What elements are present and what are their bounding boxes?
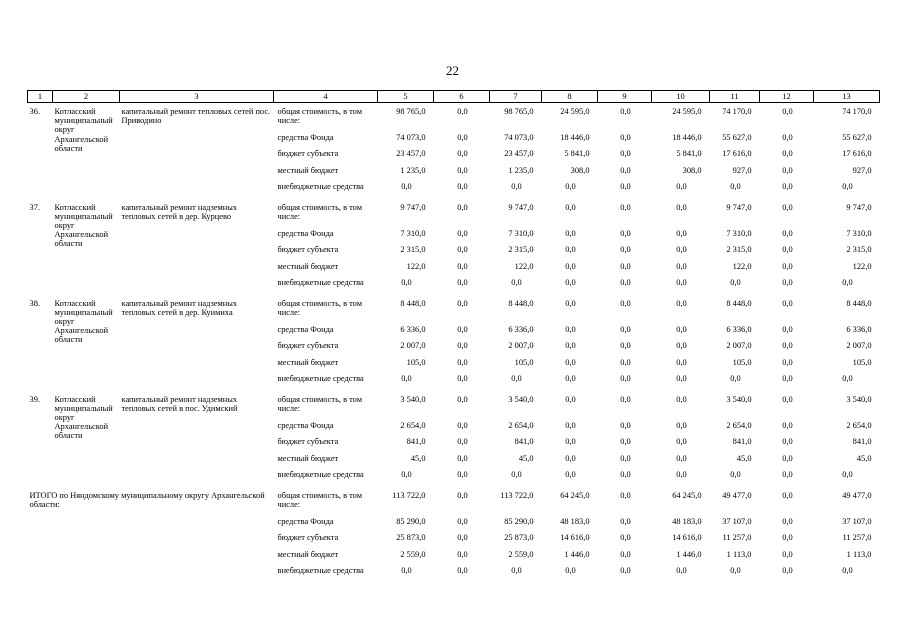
value-cell: 0,0 <box>676 566 687 575</box>
table-row <box>28 199 880 229</box>
value-cell: 2 654,0 <box>400 420 426 430</box>
total-caption: ИТОГО по Няндомскому муниципальному округу Архангельской области: <box>29 490 265 509</box>
value-cell: 0,0 <box>457 470 468 479</box>
value-cell: 9 747,0 <box>400 202 426 212</box>
header-cell: 3 <box>120 91 274 103</box>
value-cell: 0,0 <box>457 341 468 350</box>
value-cell: 11 257,0 <box>722 533 752 542</box>
value-cell: 85 290,0 <box>396 516 426 526</box>
item-number: 38. <box>29 298 40 308</box>
value-cell: 0,0 <box>457 182 468 191</box>
value-cell: 0,0 <box>620 533 631 542</box>
value-cell: 0,0 <box>457 394 468 404</box>
value-cell: 49 477,0 <box>842 490 872 500</box>
value-cell: 74 170,0 <box>722 107 752 116</box>
value-cell: 1 235,0 <box>508 165 534 175</box>
value-cell: 0,0 <box>565 228 576 238</box>
value-cell: 0,0 <box>620 298 631 308</box>
value-cell: 0,0 <box>620 374 631 383</box>
funding-source-label: средства Фонда <box>277 420 334 430</box>
funding-source-label: бюджет субъекта <box>277 533 339 542</box>
value-cell: 0,0 <box>401 182 412 191</box>
funding-source-label: местный бюджет <box>277 549 339 559</box>
value-cell: 122,0 <box>732 261 752 271</box>
value-cell: 45,0 <box>518 453 534 463</box>
value-cell: 0,0 <box>511 182 522 191</box>
value-cell: 0,0 <box>565 182 576 191</box>
value-cell: 0,0 <box>676 261 687 271</box>
value-cell: 0,0 <box>782 394 793 404</box>
value-cell: 1 235,0 <box>400 165 426 175</box>
value-cell: 0,0 <box>620 516 631 526</box>
value-cell: 0,0 <box>676 437 687 446</box>
value-cell: 6 336,0 <box>400 324 426 334</box>
header-cell: 8 <box>542 91 598 103</box>
funding-source-label: внебюджетные средства <box>277 566 364 575</box>
value-cell: 49 477,0 <box>722 490 752 500</box>
value-cell: 0,0 <box>620 470 631 479</box>
value-cell: 0,0 <box>782 182 793 191</box>
value-cell: 2 007,0 <box>846 341 872 350</box>
value-cell: 6 336,0 <box>726 324 752 334</box>
value-cell: 48 183,0 <box>672 516 702 526</box>
value-cell: 64 245,0 <box>560 490 590 500</box>
value-cell: 11 257,0 <box>842 533 872 542</box>
value-cell: 0,0 <box>511 470 522 479</box>
value-cell: 0,0 <box>730 566 741 575</box>
value-cell: 0,0 <box>565 374 576 383</box>
value-cell: 0,0 <box>782 278 793 287</box>
value-cell: 6 336,0 <box>846 324 872 334</box>
value-cell: 2 315,0 <box>508 245 534 254</box>
value-cell: 0,0 <box>842 374 853 383</box>
value-cell: 17 616,0 <box>842 149 872 158</box>
value-cell: 9 747,0 <box>508 202 534 212</box>
value-cell: 3 540,0 <box>400 394 426 404</box>
value-cell: 37 107,0 <box>722 516 752 526</box>
funding-source-label: бюджет субъекта <box>277 341 339 350</box>
value-cell: 841,0 <box>406 437 426 446</box>
value-cell: 308,0 <box>570 165 590 175</box>
value-cell: 0,0 <box>457 245 468 254</box>
funding-source-label: внебюджетные средства <box>277 182 364 191</box>
municipality-name: Котласский муниципальный округ Архангельской области <box>54 107 113 153</box>
total-row <box>28 487 880 517</box>
value-cell: 0,0 <box>620 182 631 191</box>
funding-source-label: общая стоимость, в том числе: <box>277 202 363 221</box>
funding-source-label: местный бюджет <box>277 261 339 271</box>
value-cell: 0,0 <box>782 566 793 575</box>
header-cell: 7 <box>490 91 542 103</box>
value-cell: 1 446,0 <box>676 549 702 559</box>
value-cell: 841,0 <box>514 437 534 446</box>
value-cell: 24 595,0 <box>672 107 702 116</box>
value-cell: 0,0 <box>782 357 793 367</box>
value-cell: 0,0 <box>457 165 468 175</box>
value-cell: 0,0 <box>620 324 631 334</box>
value-cell: 0,0 <box>457 298 468 308</box>
value-cell: 0,0 <box>730 374 741 383</box>
value-cell: 98 765,0 <box>504 107 534 116</box>
value-cell: 64 245,0 <box>672 490 702 500</box>
value-cell: 23 457,0 <box>504 149 534 158</box>
value-cell: 17 616,0 <box>722 149 752 158</box>
value-cell: 0,0 <box>457 516 468 526</box>
value-cell: 9 747,0 <box>846 202 872 212</box>
value-cell: 0,0 <box>782 420 793 430</box>
value-cell: 0,0 <box>457 437 468 446</box>
value-cell: 48 183,0 <box>560 516 590 526</box>
value-cell: 0,0 <box>676 324 687 334</box>
funding-source-label: внебюджетные средства <box>277 470 364 479</box>
funding-source-label: бюджет субъекта <box>277 245 339 254</box>
value-cell: 0,0 <box>730 182 741 191</box>
funding-source-label: средства Фонда <box>277 324 334 334</box>
value-cell: 0,0 <box>842 182 853 191</box>
value-cell: 113 722,0 <box>500 490 534 500</box>
value-cell: 0,0 <box>511 278 522 287</box>
value-cell: 0,0 <box>676 202 687 212</box>
value-cell: 0,0 <box>457 228 468 238</box>
value-cell: 0,0 <box>620 357 631 367</box>
value-cell: 0,0 <box>565 341 576 350</box>
value-cell: 45,0 <box>736 453 752 463</box>
value-cell: 0,0 <box>620 566 631 575</box>
value-cell: 841,0 <box>732 437 752 446</box>
value-cell: 55 627,0 <box>722 132 752 142</box>
value-cell: 113 722,0 <box>392 490 426 500</box>
object-description: капитальный ремонт надземных тепловых сетей в дер. Курцево <box>121 202 238 221</box>
table-row <box>28 295 880 325</box>
object-description: капитальный ремонт надземных тепловых сетей в пос. Удимский <box>121 394 238 413</box>
value-cell: 0,0 <box>620 341 631 350</box>
value-cell: 105,0 <box>514 357 534 367</box>
value-cell: 0,0 <box>782 470 793 479</box>
value-cell: 0,0 <box>782 437 793 446</box>
value-cell: 105,0 <box>406 357 426 367</box>
value-cell: 0,0 <box>620 165 631 175</box>
value-cell: 0,0 <box>457 533 468 542</box>
value-cell: 0,0 <box>511 566 522 575</box>
value-cell: 0,0 <box>782 516 793 526</box>
header-cell: 5 <box>378 91 434 103</box>
value-cell: 0,0 <box>620 228 631 238</box>
header-cell: 11 <box>710 91 760 103</box>
funding-source-label: общая стоимость, в том числе: <box>277 394 363 413</box>
value-cell: 8 448,0 <box>400 298 426 308</box>
value-cell: 0,0 <box>620 202 631 212</box>
value-cell: 25 873,0 <box>504 533 534 542</box>
value-cell: 1 113,0 <box>726 549 752 559</box>
value-cell: 0,0 <box>565 261 576 271</box>
value-cell: 0,0 <box>457 549 468 559</box>
value-cell: 18 446,0 <box>560 132 590 142</box>
value-cell: 0,0 <box>457 374 468 383</box>
value-cell: 74 170,0 <box>842 107 872 116</box>
value-cell: 0,0 <box>457 261 468 271</box>
value-cell: 0,0 <box>620 420 631 430</box>
funding-source-label: общая стоимость, в том числе: <box>277 107 363 126</box>
value-cell: 0,0 <box>676 453 687 463</box>
value-cell: 0,0 <box>676 357 687 367</box>
value-cell: 8 448,0 <box>726 298 752 308</box>
value-cell: 6 336,0 <box>508 324 534 334</box>
value-cell: 0,0 <box>401 374 412 383</box>
value-cell: 2 315,0 <box>726 245 752 254</box>
value-cell: 14 616,0 <box>560 533 590 542</box>
value-cell: 1 113,0 <box>846 549 872 559</box>
value-cell: 2 559,0 <box>400 549 426 559</box>
value-cell: 0,0 <box>620 453 631 463</box>
funding-source-label: бюджет субъекта <box>277 437 339 446</box>
value-cell: 5 841,0 <box>564 149 590 158</box>
item-number: 39. <box>29 394 40 404</box>
value-cell: 0,0 <box>565 298 576 308</box>
value-cell: 0,0 <box>782 245 793 254</box>
funding-source-label: общая стоимость, в том числе: <box>277 298 363 317</box>
value-cell: 0,0 <box>565 437 576 446</box>
value-cell: 7 310,0 <box>508 228 534 238</box>
value-cell: 122,0 <box>514 261 534 271</box>
value-cell: 0,0 <box>565 470 576 479</box>
value-cell: 7 310,0 <box>846 228 872 238</box>
header-cell: 6 <box>434 91 490 103</box>
value-cell: 0,0 <box>565 278 576 287</box>
value-cell: 0,0 <box>782 149 793 158</box>
header-cell: 1 <box>28 91 53 103</box>
value-cell: 2 007,0 <box>508 341 534 350</box>
value-cell: 0,0 <box>782 165 793 175</box>
value-cell: 0,0 <box>782 490 793 500</box>
object-description: капитальный ремонт надземных тепловых сетей в дер. Куимиха <box>121 298 238 317</box>
value-cell: 0,0 <box>457 202 468 212</box>
object-description: капитальный ремонт тепловых сетей пос. Приводино <box>121 107 271 126</box>
value-cell: 0,0 <box>565 394 576 404</box>
value-cell: 0,0 <box>565 453 576 463</box>
value-cell: 105,0 <box>732 357 752 367</box>
value-cell: 1 446,0 <box>564 549 590 559</box>
value-cell: 0,0 <box>620 437 631 446</box>
value-cell: 841,0 <box>852 437 872 446</box>
value-cell: 9 747,0 <box>726 202 752 212</box>
value-cell: 0,0 <box>457 566 468 575</box>
value-cell: 0,0 <box>842 566 853 575</box>
header-cell: 9 <box>598 91 652 103</box>
column-number-header <box>28 91 880 103</box>
funding-source-label: местный бюджет <box>277 453 339 463</box>
value-cell: 0,0 <box>457 149 468 158</box>
value-cell: 0,0 <box>676 228 687 238</box>
value-cell: 0,0 <box>782 341 793 350</box>
value-cell: 2 654,0 <box>508 420 534 430</box>
value-cell: 927,0 <box>732 165 752 175</box>
value-cell: 14 616,0 <box>672 533 702 542</box>
value-cell: 0,0 <box>401 470 412 479</box>
header-cell: 13 <box>814 91 880 103</box>
table-row <box>28 391 880 421</box>
value-cell: 0,0 <box>457 278 468 287</box>
value-cell: 25 873,0 <box>396 533 426 542</box>
funding-source-label: местный бюджет <box>277 165 339 175</box>
value-cell: 0,0 <box>782 549 793 559</box>
value-cell: 2 007,0 <box>400 341 426 350</box>
value-cell: 0,0 <box>457 324 468 334</box>
value-cell: 0,0 <box>620 278 631 287</box>
value-cell: 74 073,0 <box>396 132 426 142</box>
value-cell: 105,0 <box>852 357 872 367</box>
value-cell: 0,0 <box>676 470 687 479</box>
value-cell: 0,0 <box>676 341 687 350</box>
value-cell: 74 073,0 <box>504 132 534 142</box>
value-cell: 0,0 <box>620 549 631 559</box>
value-cell: 0,0 <box>782 324 793 334</box>
item-number: 37. <box>29 202 40 212</box>
value-cell: 122,0 <box>852 261 872 271</box>
header-cell: 10 <box>652 91 710 103</box>
value-cell: 927,0 <box>852 165 872 175</box>
value-cell: 0,0 <box>457 357 468 367</box>
value-cell: 0,0 <box>782 107 793 116</box>
value-cell: 55 627,0 <box>842 132 872 142</box>
value-cell: 0,0 <box>457 132 468 142</box>
value-cell: 0,0 <box>401 566 412 575</box>
value-cell: 45,0 <box>856 453 872 463</box>
page-number: 22 <box>446 63 459 78</box>
value-cell: 85 290,0 <box>504 516 534 526</box>
header-cell: 12 <box>760 91 814 103</box>
funding-source-label: бюджет субъекта <box>277 149 339 158</box>
value-cell: 0,0 <box>565 245 576 254</box>
value-cell: 2 559,0 <box>508 549 534 559</box>
municipality-name: Котласский муниципальный округ Архангельской области <box>54 202 113 249</box>
value-cell: 0,0 <box>782 374 793 383</box>
value-cell: 2 654,0 <box>726 420 752 430</box>
header-cell: 2 <box>53 91 120 103</box>
value-cell: 0,0 <box>676 394 687 404</box>
value-cell: 8 448,0 <box>508 298 534 308</box>
table-body <box>28 103 880 583</box>
value-cell: 0,0 <box>676 182 687 191</box>
value-cell: 0,0 <box>620 394 631 404</box>
value-cell: 0,0 <box>782 228 793 238</box>
value-cell: 98 765,0 <box>396 107 426 116</box>
value-cell: 0,0 <box>676 245 687 254</box>
value-cell: 23 457,0 <box>396 149 426 158</box>
value-cell: 0,0 <box>730 278 741 287</box>
value-cell: 2 315,0 <box>400 245 426 254</box>
value-cell: 3 540,0 <box>508 394 534 404</box>
value-cell: 7 310,0 <box>726 228 752 238</box>
funding-source-label: внебюджетные средства <box>277 374 364 383</box>
value-cell: 0,0 <box>782 533 793 542</box>
value-cell: 0,0 <box>511 374 522 383</box>
funding-source-label: средства Фонда <box>277 132 334 142</box>
value-cell: 0,0 <box>620 107 631 116</box>
value-cell: 8 448,0 <box>846 298 872 308</box>
value-cell: 0,0 <box>620 261 631 271</box>
value-cell: 0,0 <box>782 202 793 212</box>
value-cell: 0,0 <box>457 420 468 430</box>
value-cell: 0,0 <box>676 420 687 430</box>
funding-source-label: средства Фонда <box>277 516 334 526</box>
value-cell: 45,0 <box>410 453 426 463</box>
value-cell: 0,0 <box>565 202 576 212</box>
funding-source-label: местный бюджет <box>277 357 339 367</box>
value-cell: 0,0 <box>842 278 853 287</box>
value-cell: 0,0 <box>782 261 793 271</box>
funding-source-label: внебюджетные средства <box>277 278 364 287</box>
value-cell: 2 654,0 <box>846 420 872 430</box>
value-cell: 0,0 <box>782 132 793 142</box>
value-cell: 0,0 <box>401 278 412 287</box>
value-cell: 0,0 <box>842 470 853 479</box>
value-cell: 0,0 <box>565 420 576 430</box>
value-cell: 0,0 <box>457 490 468 500</box>
value-cell: 2 007,0 <box>726 341 752 350</box>
municipality-name: Котласский муниципальный округ Архангельской области <box>54 298 113 345</box>
item-number: 36. <box>29 107 40 116</box>
value-cell: 0,0 <box>782 298 793 308</box>
value-cell: 0,0 <box>620 132 631 142</box>
value-cell: 0,0 <box>565 566 576 575</box>
value-cell: 308,0 <box>682 165 702 175</box>
value-cell: 0,0 <box>676 374 687 383</box>
financing-table <box>27 90 880 583</box>
value-cell: 18 446,0 <box>672 132 702 142</box>
value-cell: 3 540,0 <box>726 394 752 404</box>
value-cell: 24 595,0 <box>560 107 590 116</box>
value-cell: 0,0 <box>457 107 468 116</box>
value-cell: 0,0 <box>565 357 576 367</box>
value-cell: 0,0 <box>620 490 631 500</box>
value-cell: 3 540,0 <box>846 394 872 404</box>
value-cell: 7 310,0 <box>400 228 426 238</box>
value-cell: 0,0 <box>620 245 631 254</box>
funding-source-label: общая стоимость, в том числе: <box>277 490 363 509</box>
table-row <box>28 103 880 133</box>
value-cell: 5 841,0 <box>676 149 702 158</box>
value-cell: 0,0 <box>676 278 687 287</box>
value-cell: 37 107,0 <box>842 516 872 526</box>
value-cell: 0,0 <box>457 453 468 463</box>
value-cell: 0,0 <box>782 453 793 463</box>
municipality-name: Котласский муниципальный округ Архангельской области <box>54 394 113 441</box>
value-cell: 122,0 <box>406 261 426 271</box>
value-cell: 0,0 <box>620 149 631 158</box>
value-cell: 0,0 <box>676 298 687 308</box>
value-cell: 0,0 <box>730 470 741 479</box>
value-cell: 2 315,0 <box>846 245 872 254</box>
header-cell: 4 <box>274 91 378 103</box>
value-cell: 0,0 <box>565 324 576 334</box>
funding-source-label: средства Фонда <box>277 228 334 238</box>
